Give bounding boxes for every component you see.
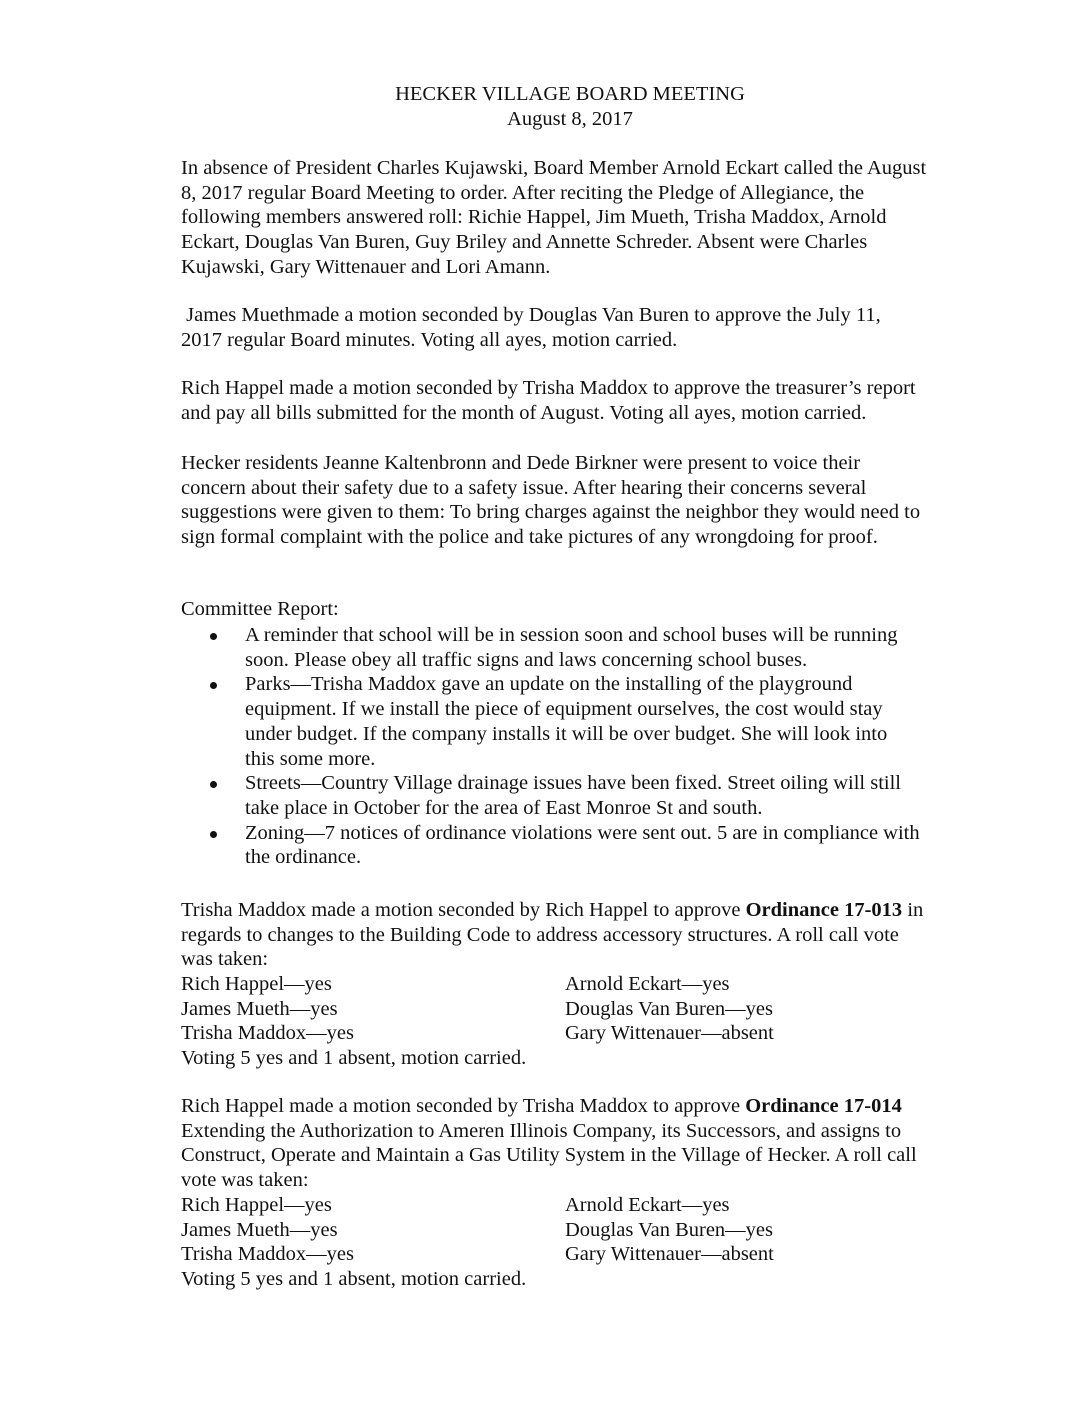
document-title: HECKER VILLAGE BOARD MEETING bbox=[395, 83, 745, 105]
roll-call-paragraph bbox=[181, 156, 981, 280]
ordinance-number: Ordinance 17-013 bbox=[745, 899, 903, 921]
vote-row bbox=[181, 1242, 981, 1267]
list-item-line: under budget. If the company installs it will be over budget. She will look into bbox=[245, 722, 888, 745]
paragraph-line bbox=[181, 898, 981, 923]
list-item-line: take place in October for the area of East Monroe St and south. bbox=[245, 796, 763, 819]
ordinance-number: Ordinance 17-014 bbox=[745, 1095, 902, 1117]
treasurer-motion-paragraph bbox=[181, 376, 981, 425]
list-item bbox=[181, 821, 981, 870]
paragraph-line: sign formal complaint with the police and take pictures of any wrongdoing for proof. bbox=[181, 526, 878, 549]
list-item-line: Zoning—7 notices of ordinance violations were sent out. 5 are in compliance with bbox=[245, 821, 920, 844]
vote-row bbox=[181, 1193, 981, 1218]
paragraph-line: 2017 regular Board minutes. Voting all ayes, motion carried. bbox=[181, 328, 678, 351]
paragraph-line: concern about their safety due to a safety issue. After hearing their concerns several bbox=[181, 476, 867, 499]
residents-paragraph bbox=[181, 451, 981, 550]
paragraph-line: Kujawski, Gary Wittenauer and Lori Amann. bbox=[181, 255, 551, 278]
list-item-line: equipment. If we install the piece of equipment ourselves, the cost would stay bbox=[245, 698, 883, 721]
list-item-line: Parks—Trisha Maddox gave an update on the installing of the playground bbox=[245, 673, 853, 696]
ordinance-17-014-motion bbox=[181, 1094, 981, 1292]
vote-entry: Arnold Eckart—yes bbox=[565, 1193, 730, 1216]
vote-entry: James Mueth—yes bbox=[181, 1218, 338, 1241]
vote-result: Voting 5 yes and 1 absent, motion carried. bbox=[181, 1047, 527, 1070]
list-item bbox=[181, 623, 981, 672]
list-item-line: A reminder that school will be in session soon and school buses will be running bbox=[245, 624, 898, 646]
vote-row bbox=[181, 972, 981, 997]
paragraph-line: following members answered roll: Richie Happel, Jim Mueth, Trisha Maddox, Arnold bbox=[181, 206, 887, 229]
motion-text: Rich Happel made a motion seconded by Trisha Maddox to approve bbox=[181, 1095, 746, 1117]
paragraph-line: Eckart, Douglas Van Buren, Guy Briley and Annette Schreder. Absent were Charles bbox=[181, 231, 868, 254]
minutes-motion-paragraph bbox=[181, 303, 981, 352]
paragraph-line: Hecker residents Jeanne Kaltenbronn and Dede Birkner were present to voice their bbox=[181, 452, 861, 474]
bullet-icon bbox=[210, 831, 217, 838]
paragraph-line: Extending the Authorization to Ameren Illinois Company, its Successors, and assigns to bbox=[181, 1119, 902, 1142]
paragraph-line: was taken: bbox=[181, 948, 269, 971]
list-item-line: this some more. bbox=[245, 747, 376, 770]
vote-entry: Arnold Eckart—yes bbox=[565, 973, 730, 996]
vote-entry: Trisha Maddox—yes bbox=[181, 1022, 354, 1045]
meeting-date: August 8, 2017 bbox=[507, 108, 633, 130]
vote-entry: Trisha Maddox—yes bbox=[181, 1243, 354, 1266]
vote-row bbox=[181, 1218, 981, 1243]
paragraph-line: In absence of President Charles Kujawski, Board Member Arnold Eckart called the August bbox=[181, 157, 927, 179]
vote-row bbox=[181, 1021, 981, 1046]
list-item bbox=[181, 771, 981, 820]
bullet-icon bbox=[210, 682, 217, 689]
committee-report-heading: Committee Report: bbox=[181, 598, 339, 620]
paragraph-line: Rich Happel made a motion seconded by Trisha Maddox to approve the treasurer’s report bbox=[181, 377, 916, 399]
vote-entry: Gary Wittenauer—absent bbox=[565, 1243, 774, 1266]
paragraph-line: and pay all bills submitted for the month of August. Voting all ayes, motion carried. bbox=[181, 401, 867, 424]
list-item bbox=[181, 672, 981, 771]
vote-result: Voting 5 yes and 1 absent, motion carried. bbox=[181, 1267, 527, 1290]
list-item-line: the ordinance. bbox=[245, 846, 362, 869]
vote-entry: Rich Happel—yes bbox=[181, 973, 332, 996]
vote-entry: Douglas Van Buren—yes bbox=[565, 997, 774, 1020]
vote-entry: Gary Wittenauer—absent bbox=[565, 1022, 774, 1045]
bullet-icon bbox=[210, 633, 217, 640]
paragraph-line bbox=[181, 1094, 981, 1119]
vote-row bbox=[181, 997, 981, 1022]
paragraph-line: regards to changes to the Building Code to address accessory structures. A roll call vote bbox=[181, 923, 899, 946]
bullet-icon bbox=[210, 781, 217, 788]
document-header bbox=[0, 82, 1088, 132]
committee-report-list bbox=[181, 623, 981, 870]
paragraph-line: suggestions were given to them: To bring charges against the neighbor they would need to bbox=[181, 501, 921, 524]
vote-entry: Rich Happel—yes bbox=[181, 1193, 332, 1216]
paragraph-line: James Muethmade a motion seconded by Douglas Van Buren to approve the July 11, bbox=[181, 304, 881, 326]
ordinance-17-013-motion bbox=[181, 898, 981, 1071]
vote-entry: Douglas Van Buren—yes bbox=[565, 1218, 774, 1241]
paragraph-line: 8, 2017 regular Board Meeting to order. After reciting the Pledge of Allegiance, the bbox=[181, 181, 865, 204]
list-item-line: soon. Please obey all traffic signs and laws concerning school buses. bbox=[245, 648, 808, 671]
motion-text: Trisha Maddox made a motion seconded by Rich Happel to approve bbox=[181, 899, 746, 921]
paragraph-line: vote was taken: bbox=[181, 1169, 309, 1192]
paragraph-line: Construct, Operate and Maintain a Gas Utility System in the Village of Hecker. A roll call bbox=[181, 1144, 917, 1167]
vote-entry: James Mueth—yes bbox=[181, 997, 338, 1020]
motion-text: in bbox=[902, 899, 924, 921]
list-item-line: Streets—Country Village drainage issues have been fixed. Street oiling will still bbox=[245, 772, 901, 795]
